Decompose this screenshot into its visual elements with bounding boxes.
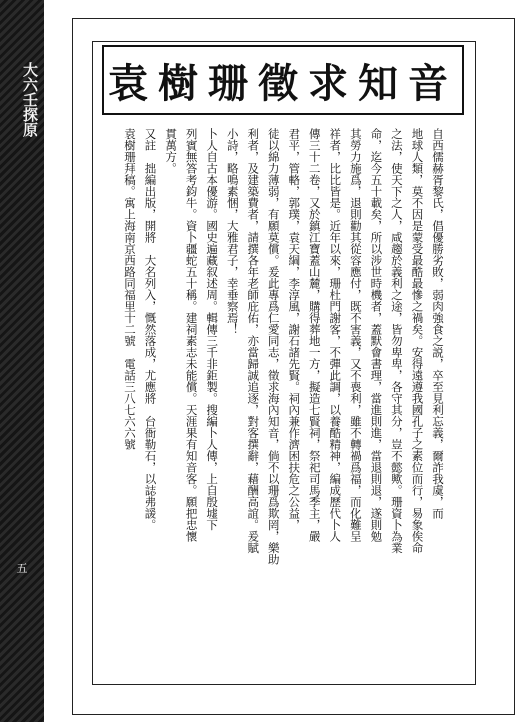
- text-column: 袁樹珊拜稿。寓上海南京西路同福里十二號 電話三八七六六號: [123, 128, 137, 450]
- spine-title: 大六壬探原: [21, 62, 39, 137]
- text-column: 卜人自古本優游。國史遍藏叙述周。輯傳三千非鉅製。搜編卜人傳，上自殷墟下: [205, 128, 220, 531]
- page-number: 五: [16, 562, 28, 575]
- text-column: 傳三十二卷，又於鎮江寶蓋山麓，購得葬地一方，擬造七賢祠，祭祀司馬季主，嚴: [307, 128, 322, 542]
- text-column: 列賓無答考鈞牛。資卜疆蛇五十稱。建祠素志未能償。天涯果有知音客。願把忠懷: [184, 128, 199, 542]
- text-column: 又註 拙編出版，開將 大名列入，慨然落成，尤應將 台衙勒石，以誌弗諼。: [143, 128, 158, 531]
- title-box: [102, 45, 464, 115]
- text-column: 之法，使天下之人，咸趨於義利之途，皆勿卑卑，各守其分，豈不懿歟。珊資卜為業: [389, 128, 404, 554]
- notice-title: 袁樹珊徵求知音: [108, 59, 458, 107]
- text-column: 祥者，比比皆是。近年以來，珊杜門謝客，不彈此調，以養酷精神，編成歷代卜人: [328, 128, 343, 542]
- text-column: 君平，管輅，郭璞，袁天綱，李淳風，謝石諸先賢。祠內兼作濟困扶危之公益，: [287, 128, 302, 531]
- text-column: 貫萬方。: [164, 128, 179, 174]
- text-column: 徒以綿力薄弱，有願莫償。爰此專爲仁愛同志，徵求海內知音，倘不以珊爲欺罔，樂助: [266, 128, 281, 565]
- text-column: 利者，及建築費者，請撰各年老師庇佑，亦當歸誠追逐，對客撰辭，藉酬高誼。爰賦: [246, 128, 261, 554]
- text-column: 自西儒赫胥黎氏，倡優勝劣敗，弱肉強食之説，卒至見利忘義，爾詐我虞，而: [431, 128, 445, 519]
- text-column: 其勞力施爲，退則勸其從容應付，既不害義，又不喪利，雖不轉禍爲福，而化難呈: [348, 128, 363, 542]
- text-column: 命，迄今五十載矣，所以涉世時機者，蓋默會書理，當進則進，當退則退，遂則勉: [369, 128, 384, 542]
- text-column: 小詩，略鳴素悃，大雅君子，幸垂察焉！: [225, 128, 240, 335]
- text-column: 地球人類，莫不因是蒙受最酷最慘之禍矣。安得遠遵我國孔子之素位而行，易象俟命: [410, 128, 425, 554]
- book-spine: [0, 0, 44, 722]
- notice-body: [120, 128, 446, 678]
